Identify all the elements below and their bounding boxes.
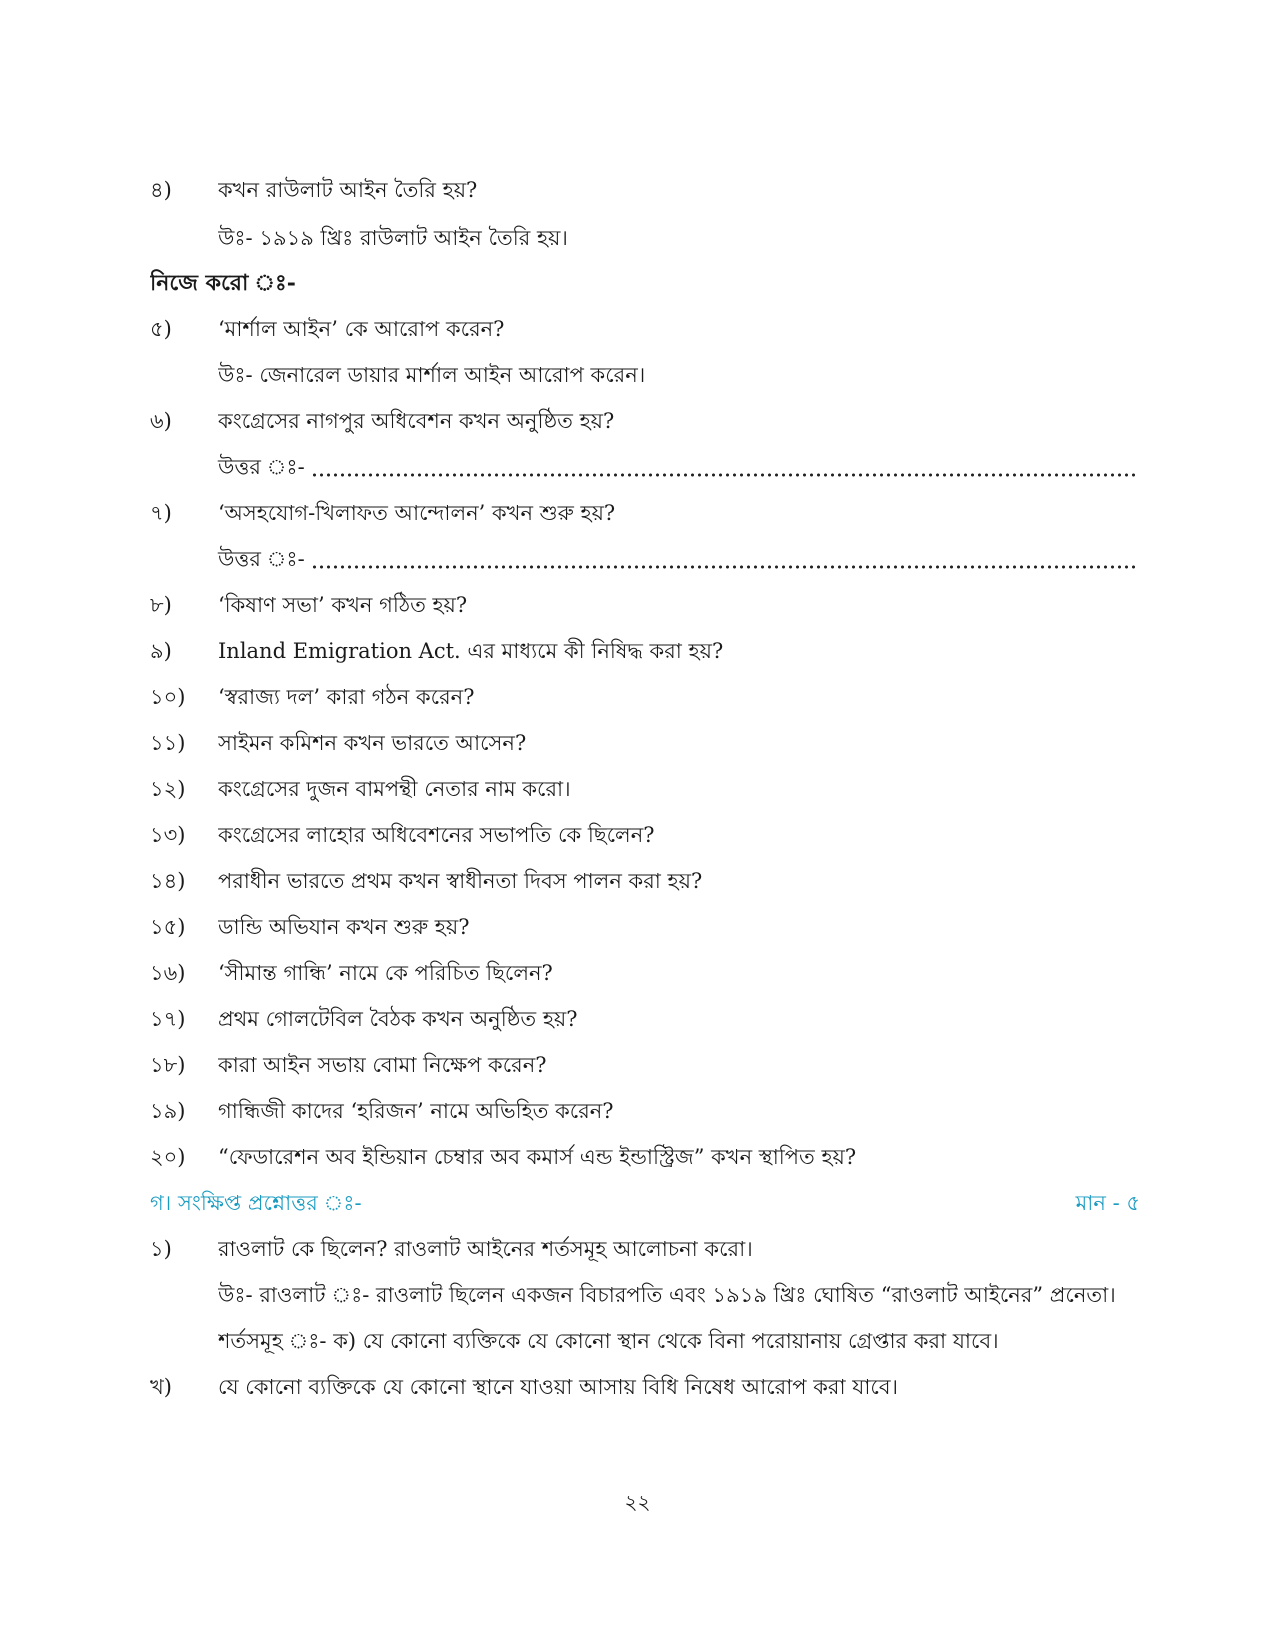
- question-number: ৪): [150, 177, 172, 202]
- answer-text: উঃ- রাওলাট ঃ- রাওলাট ছিলেন একজন বিচারপতি এবং ১৯১৯ খ্রিঃ ঘোষিত “রাওলাট আইনের” প্রনেতা।: [218, 1282, 1116, 1307]
- question-text: সাইমন কমিশন কখন ভারতে আসেন?: [218, 730, 527, 755]
- question-number: ১৪): [150, 868, 186, 893]
- question-4: [150, 171, 1140, 211]
- page-number: ২২: [624, 1490, 651, 1514]
- question-10: [150, 678, 1140, 718]
- short-question-1: [150, 1230, 1140, 1270]
- short-answer-1: [218, 1276, 1138, 1316]
- question-number: ১৩): [150, 822, 186, 847]
- question-9: [150, 632, 1140, 672]
- question-text: কংগ্রেসের দুজন বামপন্থী নেতার নাম করো।: [218, 776, 571, 801]
- question-number: ১২): [150, 776, 186, 801]
- self-practice-heading: নিজে করো ঃ-: [150, 269, 296, 296]
- question-text: গান্ধিজী কাদের ‘হরিজন’ নামে অভিহিত করেন?: [218, 1098, 614, 1123]
- answer-text: উঃ- ১৯১৯ খ্রিঃ রাউলাট আইন তৈরি হয়।: [218, 225, 568, 250]
- question-text: ডান্ডি অভিযান কখন শুরু হয়?: [218, 914, 470, 939]
- question-text: পরাধীন ভারতে প্রথম কখন স্বাধীনতা দিবস পালন করা হয়?: [218, 868, 703, 893]
- question-number: ২০): [150, 1144, 186, 1169]
- question-20: [150, 1138, 1140, 1178]
- question-number: ১৫): [150, 914, 186, 939]
- section-title: গ। সংক্ষিপ্ত প্রশ্নোত্তর ঃ-: [150, 1190, 362, 1215]
- question-text: ‘মার্শাল আইন’ কে আরোপ করেন?: [218, 316, 505, 341]
- question-11: [150, 724, 1140, 764]
- question-text: কংগ্রেসের নাগপুর অধিবেশন কখন অনুষ্ঠিত হয়?: [218, 408, 615, 433]
- question-text: ‘কিষাণ সভা’ কখন গঠিত হয়?: [218, 592, 468, 617]
- question-number: ৯): [150, 638, 172, 663]
- question-15: [150, 908, 1140, 948]
- question-text: ‘সীমান্ত গান্ধি’ নামে কে পরিচিত ছিলেন?: [218, 960, 553, 985]
- question-number: ১৮): [150, 1052, 186, 1077]
- question-number: ৫): [150, 316, 172, 341]
- question-number: ১০): [150, 684, 186, 709]
- condition-kha: [150, 1368, 1140, 1408]
- answer-4: [218, 219, 1138, 259]
- question-8: [150, 586, 1140, 626]
- question-text: Inland Emigration Act. এর মাধ্যমে কী নিষিদ্ধ করা হয়?: [218, 638, 724, 663]
- question-5: [150, 310, 1140, 350]
- question-14: [150, 862, 1140, 902]
- question-number: ১৬): [150, 960, 186, 985]
- question-16: [150, 954, 1140, 994]
- question-text: রাওলাট কে ছিলেন? রাওলাট আইনের শর্তসমূহ আলোচনা করো।: [218, 1236, 753, 1261]
- section-marks: মান - ৫: [1075, 1190, 1140, 1215]
- dotted-answer-line: [311, 473, 1138, 477]
- conditions-1: [218, 1322, 1138, 1362]
- question-text: প্রথম গোলটেবিল বৈঠক কখন অনুষ্ঠিত হয়?: [218, 1006, 578, 1031]
- question-text: কংগ্রেসের লাহোর অধিবেশনের সভাপতি কে ছিলেন?: [218, 822, 655, 847]
- question-number: ১৭): [150, 1006, 186, 1031]
- answer-label: উত্তর ঃ-: [218, 454, 305, 479]
- question-18: [150, 1046, 1140, 1086]
- question-13: [150, 816, 1140, 856]
- question-19: [150, 1092, 1140, 1132]
- question-text: “ফেডারেশন অব ইন্ডিয়ান চেম্বার অব কমার্স এন্ড ইন্ডাস্ট্রিজ” কখন স্থাপিত হয়?: [218, 1144, 857, 1169]
- dotted-answer-line: [311, 565, 1138, 569]
- question-6: [150, 402, 1140, 442]
- answer-text: উঃ- জেনারেল ডায়ার মার্শাল আইন আরোপ করেন।: [218, 362, 646, 387]
- question-text: ‘অসহযোগ-খিলাফত আন্দোলন’ কখন শুরু হয়?: [218, 500, 616, 525]
- question-number: ৬): [150, 408, 172, 433]
- answer-blank-6: [218, 448, 1138, 488]
- question-text: কারা আইন সভায় বোমা নিক্ষেপ করেন?: [218, 1052, 547, 1077]
- question-number: ৮): [150, 592, 172, 617]
- question-number: ১): [150, 1236, 172, 1261]
- condition-label: খ): [150, 1374, 172, 1399]
- question-number: ৭): [150, 500, 172, 525]
- answer-5: [218, 356, 1138, 396]
- section-c-heading: [150, 1184, 1140, 1224]
- answer-blank-7: [218, 540, 1138, 580]
- question-text: ‘স্বরাজ্য দল’ কারা গঠন করেন?: [218, 684, 475, 709]
- question-text: কখন রাউলাট আইন তৈরি হয়?: [218, 177, 478, 202]
- answer-label: উত্তর ঃ-: [218, 546, 305, 571]
- condition-text: যে কোনো ব্যক্তিকে যে কোনো স্থানে যাওয়া আসায় বিধি নিষেধ আরোপ করা যাবে।: [218, 1374, 899, 1399]
- question-7: [150, 494, 1140, 534]
- conditions-text: শর্তসমূহ ঃ- ক) যে কোনো ব্যক্তিকে যে কোনো স্থান থেকে বিনা পরোয়ানায় গ্রেপ্তার করা যাবে।: [218, 1328, 999, 1353]
- question-number: ১১): [150, 730, 186, 755]
- question-number: ১৯): [150, 1098, 186, 1123]
- question-17: [150, 1000, 1140, 1040]
- question-12: [150, 770, 1140, 810]
